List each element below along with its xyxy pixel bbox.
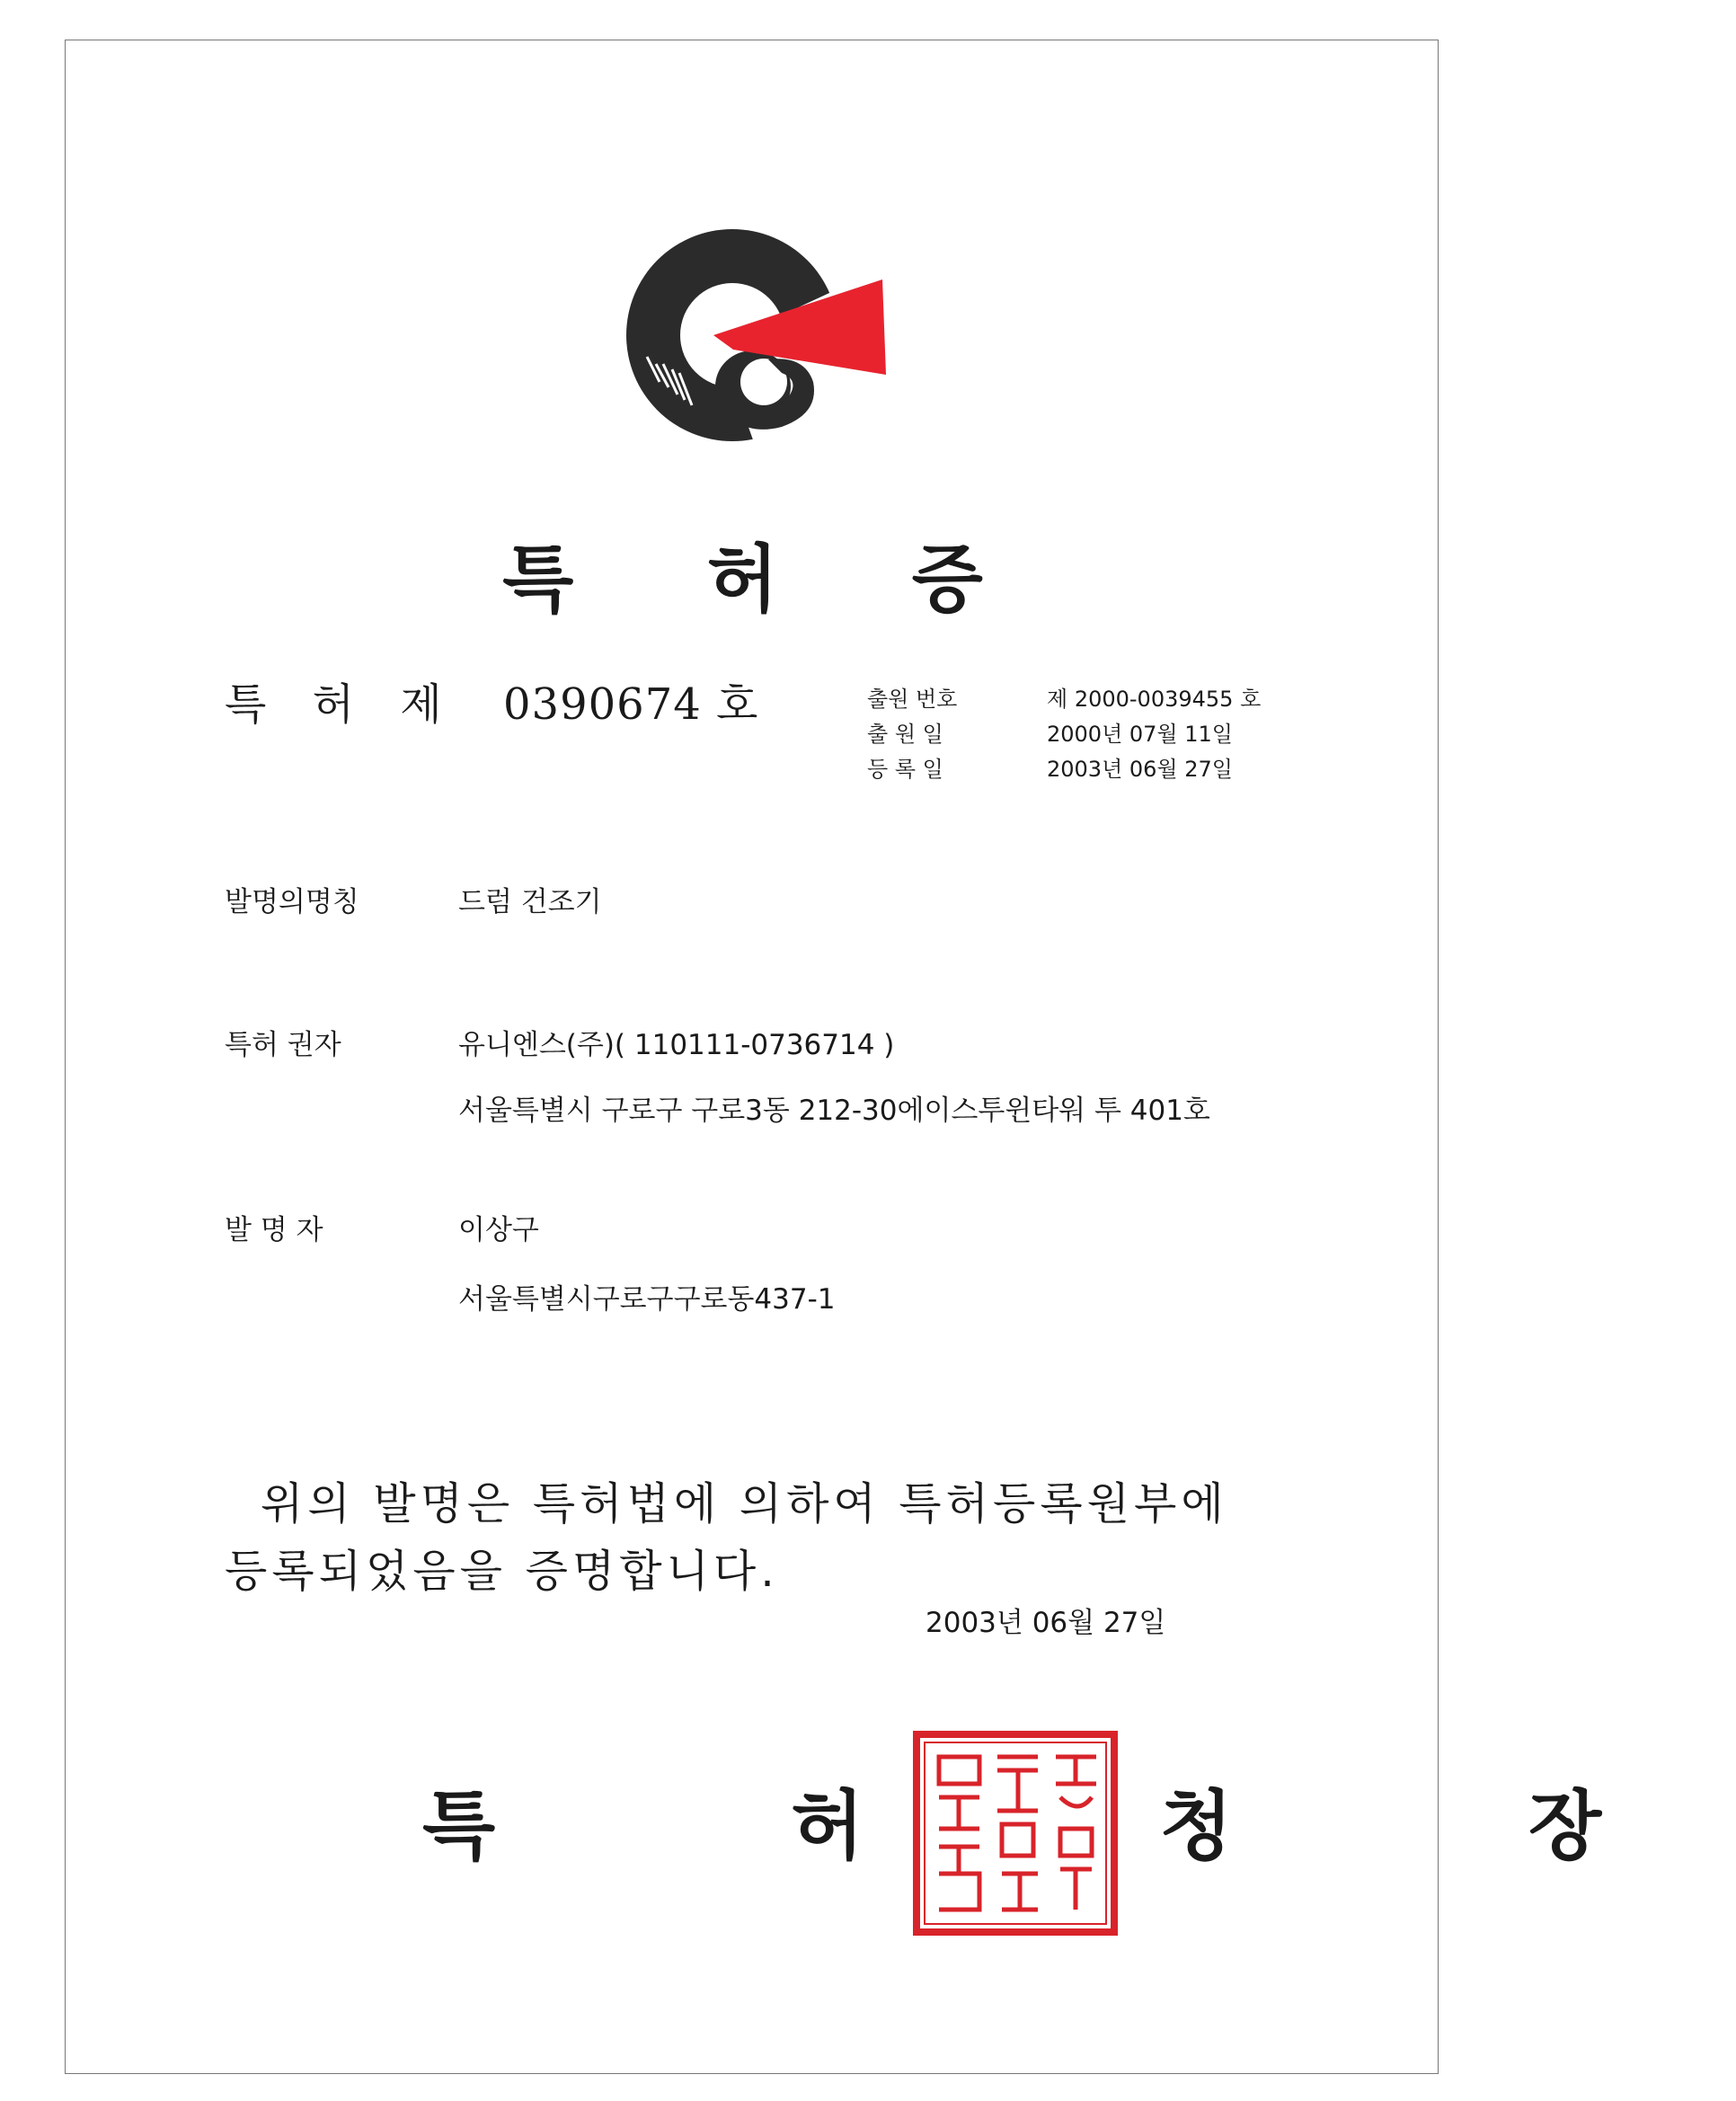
patentee-name: 유니엔스(주)( 110111-0736714 ) [458, 1029, 895, 1061]
invention-title-value: 드럼 건조기 [458, 886, 602, 918]
patentee-address: 서울특별시 구로구 구로3동 212-30에이스투윈타워 투 401호 [458, 1095, 1210, 1127]
certification-line-2: 등록되었음을 증명합니다. [225, 1546, 779, 1597]
certificate-title: 특 허 증 [502, 536, 1037, 623]
certification-line-1: 위의 발명은 특허법에 의하여 특허등록원부에 [261, 1478, 1228, 1529]
filing-date-value: 2000년 07월 11일 [1047, 722, 1233, 747]
application-number-value: 제 2000-0039455 호 [1047, 687, 1262, 712]
invention-title-label: 발명의명칭 [225, 886, 359, 918]
patent-number-label: 특 허 제 [225, 679, 442, 730]
issuing-agency: 특 허 청 장 [422, 1781, 1736, 1870]
patent-number-value: 0390674 호 [503, 679, 759, 730]
inventor-label: 발 명 자 [225, 1214, 323, 1246]
registration-date-label: 등 록 일 [867, 757, 943, 782]
application-number-label: 출원 번호 [867, 687, 958, 712]
patentee-label: 특허 권자 [225, 1029, 341, 1061]
government-emblem-icon [620, 229, 890, 448]
inventor-address: 서울특별시구로구구로동437-1 [458, 1283, 836, 1316]
filing-date-label: 출 원 일 [867, 722, 943, 747]
inventor-name: 이상구 [458, 1214, 539, 1246]
registration-date-value: 2003년 06월 27일 [1047, 757, 1233, 782]
issue-date: 2003년 06월 27일 [926, 1607, 1166, 1639]
